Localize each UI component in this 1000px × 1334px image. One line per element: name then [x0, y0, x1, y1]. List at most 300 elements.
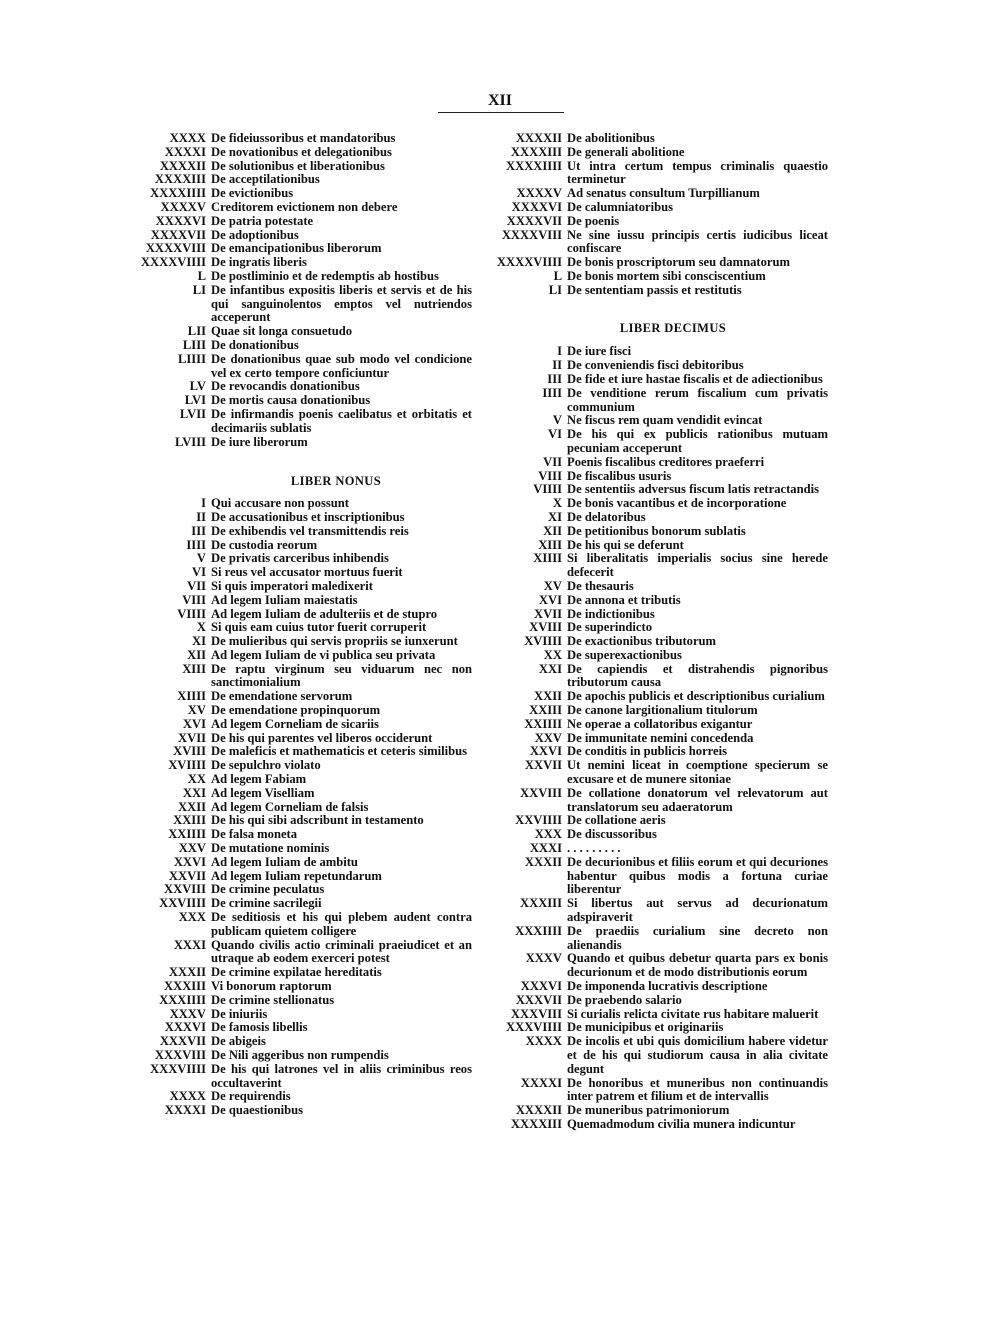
- entry-number: XXXIII: [520, 896, 562, 911]
- entry-title: Ad legem Corneliam de sicariis: [211, 716, 379, 731]
- entry-title: Ne fiscus rem quam vendidit evincat: [567, 413, 763, 428]
- toc-entry: [100, 704, 472, 718]
- entry-title: De iure liberorum: [211, 434, 308, 449]
- entry-number: LII: [187, 324, 206, 339]
- toc-entry: [478, 580, 828, 594]
- toc-entry: [478, 284, 828, 298]
- toc-entry: [100, 787, 472, 801]
- entry-title: De generali abolitione: [567, 144, 685, 159]
- entry-title: De donationibus: [211, 337, 299, 352]
- section-title-liber-decimus: LIBER DECIMUS: [619, 320, 727, 335]
- entry-number: XXXXI: [164, 1103, 206, 1118]
- entry-number: X: [196, 620, 206, 635]
- entry-title: De thesauris: [567, 578, 634, 593]
- entry-title: De apochis publicis et descriptionibus curialium: [567, 689, 825, 704]
- entry-number: II: [552, 358, 562, 373]
- toc-entry: [478, 345, 828, 359]
- entry-title: Ad legem Iuliam de ambitu: [211, 854, 358, 869]
- entry-title: Si reus vel accusator mortuus fuerit: [211, 565, 403, 580]
- entry-title: De abigeis: [211, 1034, 266, 1049]
- entry-title: De delatoribus: [567, 509, 646, 524]
- toc-entry: [478, 1104, 828, 1118]
- entry-number: XXXX: [525, 1034, 562, 1049]
- entry-number: LI: [192, 282, 206, 297]
- entry-number: LVI: [184, 393, 206, 408]
- entry-title: De ingratis liberis: [211, 255, 307, 270]
- toc-entry: [478, 663, 828, 691]
- toc-entry: [100, 525, 472, 539]
- toc-entry: [478, 187, 828, 201]
- entry-title: De bonis mortem sibi consciscentium: [567, 268, 766, 283]
- entry-title: Ad legem Viselliam: [211, 785, 315, 800]
- entry-number: I: [557, 344, 562, 359]
- entry-title: De fideiussoribus et mandatoribus: [211, 131, 396, 145]
- toc-entry: [478, 994, 828, 1008]
- entry-number: XXXI: [529, 841, 562, 856]
- entry-title: De venditione rerum fiscalium cum privatis communium: [567, 385, 828, 414]
- entry-number: LVII: [179, 406, 206, 421]
- entry-title: De canone largitionalium titulorum: [567, 703, 758, 718]
- entry-number: VI: [192, 565, 206, 580]
- entry-number: XXV: [178, 841, 206, 856]
- entry-title: De adoptionibus: [211, 227, 299, 242]
- entry-number: XXX: [534, 827, 562, 842]
- entry-title: De his qui latrones vel in aliis criminibus reos occultaverint: [211, 1061, 472, 1090]
- toc-entry: [478, 718, 828, 732]
- entry-number: XXXVII: [159, 1034, 206, 1049]
- entry-number: XXIIII: [524, 716, 562, 731]
- toc-entry: [100, 1008, 472, 1022]
- entry-title: De his qui ex publicis rationibus mutuam pecuniam acceperunt: [567, 427, 828, 455]
- toc-entry: [100, 173, 472, 187]
- entry-title: De sepulchro violato: [211, 758, 321, 773]
- entry-number: LV: [189, 379, 206, 394]
- entry-number: XXVII: [524, 758, 562, 773]
- toc-entry: [478, 856, 828, 897]
- entry-number: XI: [192, 634, 206, 649]
- entry-title: De raptu virginum seu viduarum nec non sanctimonialium: [211, 661, 472, 690]
- entry-number: IIII: [542, 385, 562, 400]
- entry-title: De seditiosis et his qui plebem audent contra publicam quietem colligere: [211, 910, 472, 938]
- header-rule: [438, 112, 564, 113]
- toc-entry: [478, 470, 828, 484]
- toc-entry: [100, 270, 472, 284]
- entry-title: De annona et tributis: [567, 592, 681, 607]
- toc-entry: [100, 801, 472, 815]
- entry-title: Ut intra certum tempus criminalis quaestio terminetur: [567, 158, 828, 187]
- entry-number: III: [191, 523, 206, 538]
- entry-number: XXIII: [173, 813, 206, 828]
- toc-entry: [100, 911, 472, 939]
- entry-title: De bonis vacantibus et de incorporatione: [567, 496, 787, 511]
- toc-entry: [478, 132, 828, 146]
- toc-entry: [100, 856, 472, 870]
- entry-number: V: [552, 413, 562, 428]
- entry-title: De privatis carceribus inhibendis: [211, 551, 389, 566]
- entry-number: XXXXIII: [154, 172, 206, 187]
- entry-number: LVIII: [174, 434, 206, 449]
- toc-entry: [100, 842, 472, 856]
- toc-entry: [478, 759, 828, 787]
- toc-entry: [478, 1035, 828, 1076]
- right-entries-top: [478, 132, 828, 298]
- entry-title: De falsa moneta: [211, 827, 298, 842]
- toc-entry: [100, 621, 472, 635]
- entry-title: De bonis proscriptorum seu damnatorum: [567, 255, 790, 270]
- entry-title: Si libertus aut servus ad decurionatum adspiraverit: [567, 896, 828, 925]
- toc-entry: [100, 939, 472, 967]
- toc-entry: [478, 539, 828, 553]
- right-column: [478, 132, 828, 1132]
- toc-entry: [478, 511, 828, 525]
- entry-title: De donationibus quae sub modo vel condicione vel ex certo tempore conficiuntur: [211, 351, 472, 380]
- entry-number: XXXV: [169, 1006, 206, 1021]
- entry-title: De quaestionibus: [211, 1103, 304, 1118]
- toc-entry: [478, 229, 828, 257]
- entry-title: Ad senatus consultum Turpillianum: [567, 186, 760, 201]
- entry-title: Quemadmodum civilia munera indicuntur: [567, 1116, 796, 1131]
- toc-entry: [100, 132, 472, 146]
- toc-entry: [478, 1077, 828, 1105]
- entry-title: Quae sit longa consuetudo: [211, 324, 353, 339]
- entry-title: Quando civilis actio criminali praeiudicet et an utraque ab eodem exerceri potest: [211, 937, 472, 966]
- entry-number: VII: [543, 454, 562, 469]
- entry-number: V: [196, 551, 206, 566]
- toc-entry: [100, 229, 472, 243]
- entry-title: De municipibus et originariis: [567, 1020, 724, 1035]
- entry-number: XIIII: [533, 551, 562, 566]
- toc-entry: [100, 256, 472, 270]
- toc-entry: [100, 511, 472, 525]
- toc-entry: [100, 663, 472, 691]
- entry-number: XXVII: [168, 868, 206, 883]
- entry-number: XXXII: [524, 854, 562, 869]
- entry-number: XXII: [534, 689, 562, 704]
- entry-title: Ad legem Iuliam maiestatis: [211, 592, 358, 607]
- toc-entry: [100, 539, 472, 553]
- entry-title: Ne operae a collatoribus exigantur: [567, 716, 753, 731]
- entry-number: II: [196, 509, 206, 524]
- entry-number: XX: [187, 772, 206, 787]
- entry-number: XXIIII: [168, 827, 206, 842]
- entry-number: XXXXIII: [510, 1116, 562, 1131]
- entry-title: Creditorem evictionem non debere: [211, 199, 398, 214]
- entry-number: LIIII: [177, 351, 206, 366]
- toc-entry: [478, 745, 828, 759]
- entry-title: Vi bonorum raptorum: [211, 979, 332, 994]
- entry-number: VI: [548, 427, 562, 442]
- entry-title: De calumniatoribus: [567, 199, 674, 214]
- entry-title: De discussoribus: [567, 827, 657, 842]
- entry-number: VIIII: [177, 606, 206, 621]
- toc-entry: [478, 497, 828, 511]
- entry-title: Poenis fiscalibus creditores praeferri: [567, 454, 765, 469]
- entry-number: XXXX: [169, 131, 206, 145]
- entry-title: De crimine sacrilegii: [211, 896, 322, 911]
- toc-entry: [478, 787, 828, 815]
- toc-entry: [478, 925, 828, 953]
- entry-number: XXXXV: [160, 199, 206, 214]
- entry-title: De praebendo salario: [567, 992, 682, 1007]
- toc-entry: [100, 1035, 472, 1049]
- entry-title: De immunitate nemini concedenda: [567, 730, 754, 745]
- toc-entry: [478, 704, 828, 718]
- entry-number: XXXXVIII: [501, 227, 562, 242]
- entry-title: De acceptilationibus: [211, 172, 320, 187]
- entry-number: XXXXVI: [155, 213, 206, 228]
- entry-title: De capiendis et distrahendis pignoribus tributorum causa: [567, 661, 828, 690]
- toc-entry: [100, 566, 472, 580]
- entry-title: De accusationibus et inscriptionibus: [211, 509, 405, 524]
- entry-title: De revocandis donationibus: [211, 379, 360, 394]
- entry-title: Si quis imperatori maledixerit: [211, 578, 373, 593]
- entry-number: XXVIIII: [515, 813, 562, 828]
- entry-number: XXXVII: [515, 992, 562, 1007]
- toc-entry: [100, 552, 472, 566]
- entry-title: . . . . . . . . .: [567, 841, 621, 856]
- entry-title: Ad legem Corneliam de falsis: [211, 799, 369, 814]
- entry-title: De imponenda lucrativis descriptione: [567, 979, 768, 994]
- entry-title: De muneribus patrimoniorum: [567, 1103, 730, 1118]
- entry-title: De honoribus et muneribus non continuandis inter patrem et filium et de intervallis: [567, 1075, 828, 1104]
- entry-title: Ad legem Iuliam de adulteriis et de stupro: [211, 606, 438, 621]
- entry-title: De emancipationibus liberorum: [211, 241, 382, 256]
- entry-number: XXXII: [168, 965, 206, 980]
- entry-title: De infantibus expositis liberis et servis et de his qui sanguinolentos emptos vel nutriendos acceperunt: [211, 282, 472, 325]
- toc-entry: [100, 718, 472, 732]
- toc-entry: [478, 483, 828, 497]
- toc-entry: [478, 980, 828, 994]
- entry-title: De decurionibus et filiis eorum et qui decuriones habentur quibus modis a fortuna curiae liberentur: [567, 854, 828, 897]
- toc-entry: [100, 773, 472, 787]
- toc-entry: [100, 160, 472, 174]
- entry-title: De infirmandis poenis caelibatus et orbitatis et decimariis sublatis: [211, 406, 472, 435]
- toc-entry: [478, 359, 828, 373]
- toc-entry: [478, 160, 828, 188]
- toc-entry: [100, 353, 472, 381]
- entry-number: L: [553, 268, 562, 283]
- entry-number: XVII: [534, 606, 562, 621]
- entry-number: XVII: [178, 730, 206, 745]
- entry-title: De his qui parentes vel liberos occiderunt: [211, 730, 433, 745]
- entry-number: XXXXVIII: [145, 241, 206, 256]
- toc-entry: [478, 525, 828, 539]
- toc-entry: [478, 256, 828, 270]
- entry-number: XVIIII: [168, 758, 206, 773]
- toc-entry: [478, 215, 828, 229]
- entry-number: XXXXI: [520, 1075, 562, 1090]
- left-entries-top: [100, 132, 472, 449]
- entry-number: XXI: [538, 661, 562, 676]
- toc-entry: [478, 842, 828, 856]
- entry-title: De emendatione propinquorum: [211, 703, 381, 718]
- entry-title: De patria potestate: [211, 213, 314, 228]
- entry-title: Si curialis relicta civitate rus habitare maluerit: [567, 1006, 819, 1021]
- entry-title: De Nili aggeribus non rumpendis: [211, 1048, 389, 1062]
- toc-entry: [100, 994, 472, 1008]
- entry-number: XII: [543, 523, 562, 538]
- entry-title: De collatione donatorum vel relevatorum aut translatorum seu adaeratorum: [567, 785, 828, 814]
- entry-number: XXVIII: [520, 785, 562, 800]
- entry-number: XXV: [534, 730, 562, 745]
- entry-number: VIII: [538, 468, 562, 483]
- toc-entry: [100, 649, 472, 663]
- entry-title: De his qui se deferunt: [567, 537, 684, 552]
- entry-title: De mutatione nominis: [211, 841, 330, 856]
- right-entries-book10: [478, 345, 828, 1131]
- toc-entry: [100, 1063, 472, 1091]
- toc-entry: [100, 201, 472, 215]
- page-number: XII: [487, 92, 512, 109]
- toc-entry: [100, 635, 472, 649]
- entry-number: L: [197, 268, 206, 283]
- entry-number: XXXXII: [515, 131, 562, 145]
- toc-entry: [100, 1021, 472, 1035]
- toc-entry: [100, 394, 472, 408]
- entry-title: Ne sine iussu principis certis iudicibus liceat confiscare: [567, 227, 828, 256]
- entry-number: XXXIIII: [159, 992, 206, 1007]
- entry-title: De evictionibus: [211, 186, 294, 201]
- entry-title: De requirendis: [211, 1089, 291, 1104]
- toc-entry: [100, 732, 472, 746]
- entry-number: IIII: [186, 537, 206, 552]
- entry-number: XXXIII: [164, 979, 206, 994]
- entry-number: LI: [548, 282, 562, 297]
- toc-entry: [478, 373, 828, 387]
- entry-title: De incolis et ubi quis domicilium habere videtur et de his qui studiorum causa in alia civitate degunt: [567, 1034, 828, 1076]
- entry-title: De petitionibus bonorum sublatis: [567, 523, 746, 538]
- toc-entry: [100, 897, 472, 911]
- toc-entry: [100, 284, 472, 325]
- entry-number: XIII: [182, 661, 206, 676]
- toc-entry: [478, 1021, 828, 1035]
- entry-number: XXXV: [525, 951, 562, 966]
- entry-number: VII: [187, 578, 206, 593]
- entry-title: De crimine stellionatus: [211, 992, 335, 1007]
- entry-number: XXXXV: [516, 186, 562, 201]
- entry-number: XXXVIIII: [506, 1020, 562, 1035]
- entry-number: XVIII: [173, 744, 206, 759]
- toc-entry: [100, 608, 472, 622]
- entry-number: XXXXII: [159, 158, 206, 173]
- entry-number: XXXXVIIII: [140, 255, 206, 270]
- toc-entry: [478, 732, 828, 746]
- entry-title: De crimine expilatae hereditatis: [211, 965, 382, 980]
- toc-entry: [478, 594, 828, 608]
- entry-title: De praediis curialium sine decreto non alienandis: [567, 923, 828, 952]
- toc-entry: [478, 828, 828, 842]
- entry-title: Ad legem Fabiam: [211, 772, 307, 787]
- entry-title: Qui accusare non possunt: [211, 496, 349, 511]
- toc-entry: [100, 436, 472, 450]
- toc-entry: [478, 608, 828, 622]
- entry-number: LIII: [182, 337, 206, 352]
- toc-entry: [478, 1118, 828, 1132]
- entry-title: Ad legem Iuliam de vi publica seu privata: [211, 647, 436, 662]
- toc-entry: [478, 1008, 828, 1022]
- entry-number: I: [201, 496, 206, 511]
- toc-entry: [100, 759, 472, 773]
- entry-title: Ut nemini liceat in coemptione specierum se excusare et de munere sitoniae: [567, 758, 828, 787]
- entry-number: XXXXIII: [510, 144, 562, 159]
- entry-title: De poenis: [567, 213, 620, 228]
- entry-number: XXXXII: [515, 1103, 562, 1118]
- entry-number: XIIII: [177, 689, 206, 704]
- entry-number: XVI: [538, 592, 562, 607]
- toc-entry: [100, 146, 472, 160]
- entry-number: XXIII: [529, 703, 562, 718]
- toc-entry: [100, 814, 472, 828]
- toc-entry: [478, 414, 828, 428]
- toc-entry: [478, 814, 828, 828]
- entry-number: XXII: [178, 799, 206, 814]
- entry-number: XVI: [182, 716, 206, 731]
- entry-title: De fiscalibus usuris: [567, 468, 672, 483]
- entry-title: De iure fisci: [567, 344, 632, 359]
- entry-number: XXXXI: [164, 144, 206, 159]
- toc-entry: [100, 380, 472, 394]
- toc-entry: [100, 1090, 472, 1104]
- toc-entry: [478, 270, 828, 284]
- entry-number: XXXXVII: [150, 227, 206, 242]
- entry-title: Si quis eam cuius tutor fuerit corruperit: [211, 620, 427, 635]
- entry-number: XXVI: [173, 854, 206, 869]
- toc-entry: [478, 201, 828, 215]
- entry-title: De his qui sibi adscribunt in testamento: [211, 813, 424, 828]
- entry-number: VIIII: [533, 482, 562, 497]
- entry-title: De collatione aeris: [567, 813, 666, 828]
- entry-title: De superexactionibus: [567, 647, 682, 662]
- entry-title: De exactionibus tributorum: [567, 634, 717, 649]
- toc-entry: [100, 325, 472, 339]
- entry-number: XXXXIIII: [150, 186, 206, 201]
- entry-number: XXVIII: [164, 882, 206, 897]
- toc-entry: [478, 649, 828, 663]
- entry-number: XV: [187, 703, 206, 718]
- toc-entry: [478, 456, 828, 470]
- toc-entry: [100, 339, 472, 353]
- toc-entry: [100, 1104, 472, 1118]
- entry-title: De custodia reorum: [211, 537, 318, 552]
- entry-number: XXI: [182, 785, 206, 800]
- toc-entry: [100, 1049, 472, 1063]
- left-entries-book9: [100, 497, 472, 1118]
- entry-number: XXXXVI: [511, 199, 562, 214]
- entry-title: Quando et quibus debetur quarta pars ex bonis decurionum et de modo distributionis eorum: [567, 951, 828, 980]
- entry-title: De fide et iure hastae fiscalis et de adiectionibus: [567, 371, 823, 386]
- toc-entry: [100, 497, 472, 511]
- entry-number: XXXVIIII: [150, 1061, 206, 1076]
- toc-entry: [478, 690, 828, 704]
- toc-entry: [100, 187, 472, 201]
- toc-entry: [478, 146, 828, 160]
- toc-entry: [100, 828, 472, 842]
- entry-number: XXXIIII: [515, 923, 562, 938]
- entry-title: De famosis libellis: [211, 1020, 308, 1035]
- entry-title: De conditis in publicis horreis: [567, 744, 728, 759]
- entry-number: XXXVIII: [510, 1006, 562, 1021]
- toc-entry: [100, 980, 472, 994]
- entry-number: XXX: [178, 910, 206, 925]
- entry-number: XXXX: [169, 1089, 206, 1104]
- toc-entry: [478, 552, 828, 580]
- entry-title: De maleficis et mathematicis et ceteris similibus: [211, 744, 467, 759]
- entry-title: De iniuriis: [211, 1006, 268, 1021]
- entry-number: XXXVI: [164, 1020, 206, 1035]
- toc-entry: [100, 580, 472, 594]
- entry-number: XXVIIII: [159, 896, 206, 911]
- toc-entry: [478, 897, 828, 925]
